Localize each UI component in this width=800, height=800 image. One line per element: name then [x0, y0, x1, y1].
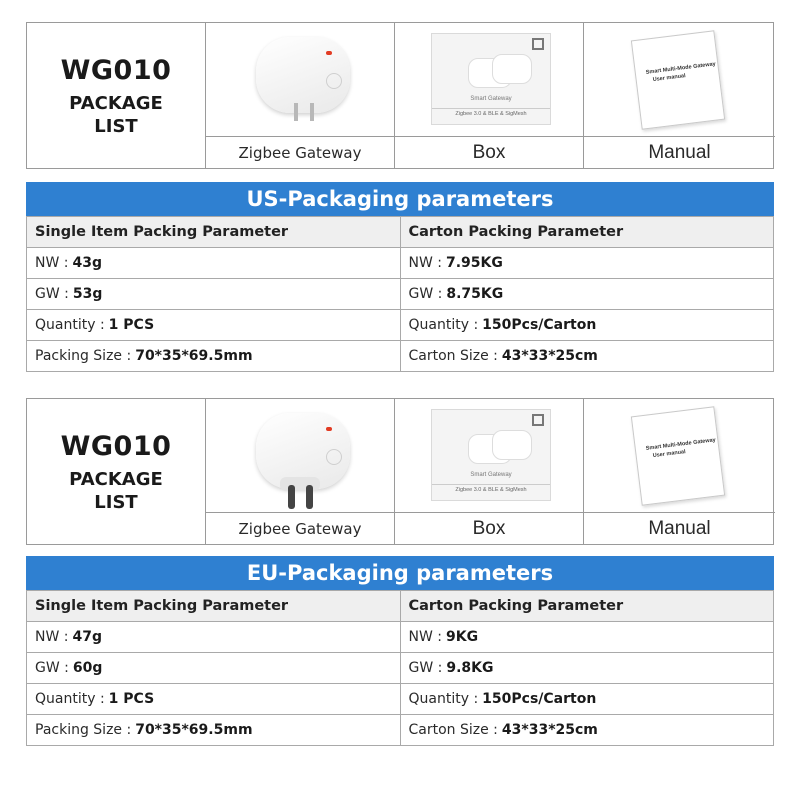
table-row: NW : 47g NW : 9KG [27, 622, 774, 653]
item-label: Zigbee Gateway [238, 520, 362, 538]
model-name: WG010 [60, 54, 172, 86]
package-title-line2: LIST [94, 491, 138, 513]
qr-code-icon [532, 414, 544, 426]
table-row: GW : 53g GW : 8.75KG [27, 279, 774, 310]
box-image: Smart Gateway Zigbee 3.0 & BLE & SigMesh [395, 23, 583, 137]
table-row: GW : 60g GW : 9.8KG [27, 653, 774, 684]
item-label: Manual [648, 518, 711, 539]
eu-package-list [26, 398, 774, 545]
item-manual [584, 399, 775, 545]
single-item-header: Single Item Packing Parameter [27, 217, 401, 248]
us-package-list [26, 22, 774, 169]
manual-image: Smart Multi-Mode Gateway User manual [584, 23, 775, 137]
us-plug-gateway-image [206, 23, 394, 137]
package-title-line2: LIST [94, 115, 138, 137]
eu-packaging-parameters [26, 556, 774, 746]
item-label: Box [472, 518, 506, 539]
table-row: Quantity : 1 PCS Quantity : 150Pcs/Carton [27, 684, 774, 715]
eu-plug-gateway-image [206, 399, 394, 513]
table-row: Packing Size : 70*35*69.5mm Carton Size : 43*33*25cm [27, 341, 774, 372]
item-box [395, 399, 584, 545]
section-banner: EU-Packaging parameters [26, 556, 774, 590]
table-row: Quantity : 1 PCS Quantity : 150Pcs/Carton [27, 310, 774, 341]
item-label: Manual [648, 142, 711, 163]
single-item-header: Single Item Packing Parameter [27, 591, 401, 622]
carton-header: Carton Packing Parameter [400, 217, 774, 248]
carton-header: Carton Packing Parameter [400, 591, 774, 622]
item-label: Zigbee Gateway [238, 144, 362, 162]
manual-image: Smart Multi-Mode Gateway User manual [584, 399, 775, 513]
package-title-cell [27, 23, 206, 169]
item-gateway [206, 399, 395, 545]
package-title-line1: PACKAGE [69, 468, 163, 490]
section-banner: US-Packaging parameters [26, 182, 774, 216]
item-manual [584, 23, 775, 169]
table-row: Packing Size : 70*35*69.5mm Carton Size : 43*33*25cm [27, 715, 774, 746]
qr-code-icon [532, 38, 544, 50]
item-box [395, 23, 584, 169]
item-gateway [206, 23, 395, 169]
package-title-cell [27, 399, 206, 545]
us-packaging-parameters [26, 182, 774, 372]
box-image: Smart Gateway Zigbee 3.0 & BLE & SigMesh [395, 399, 583, 513]
item-label: Box [472, 142, 506, 163]
table-row: NW : 43g NW : 7.95KG [27, 248, 774, 279]
model-name: WG010 [60, 430, 172, 462]
package-title-line1: PACKAGE [69, 92, 163, 114]
